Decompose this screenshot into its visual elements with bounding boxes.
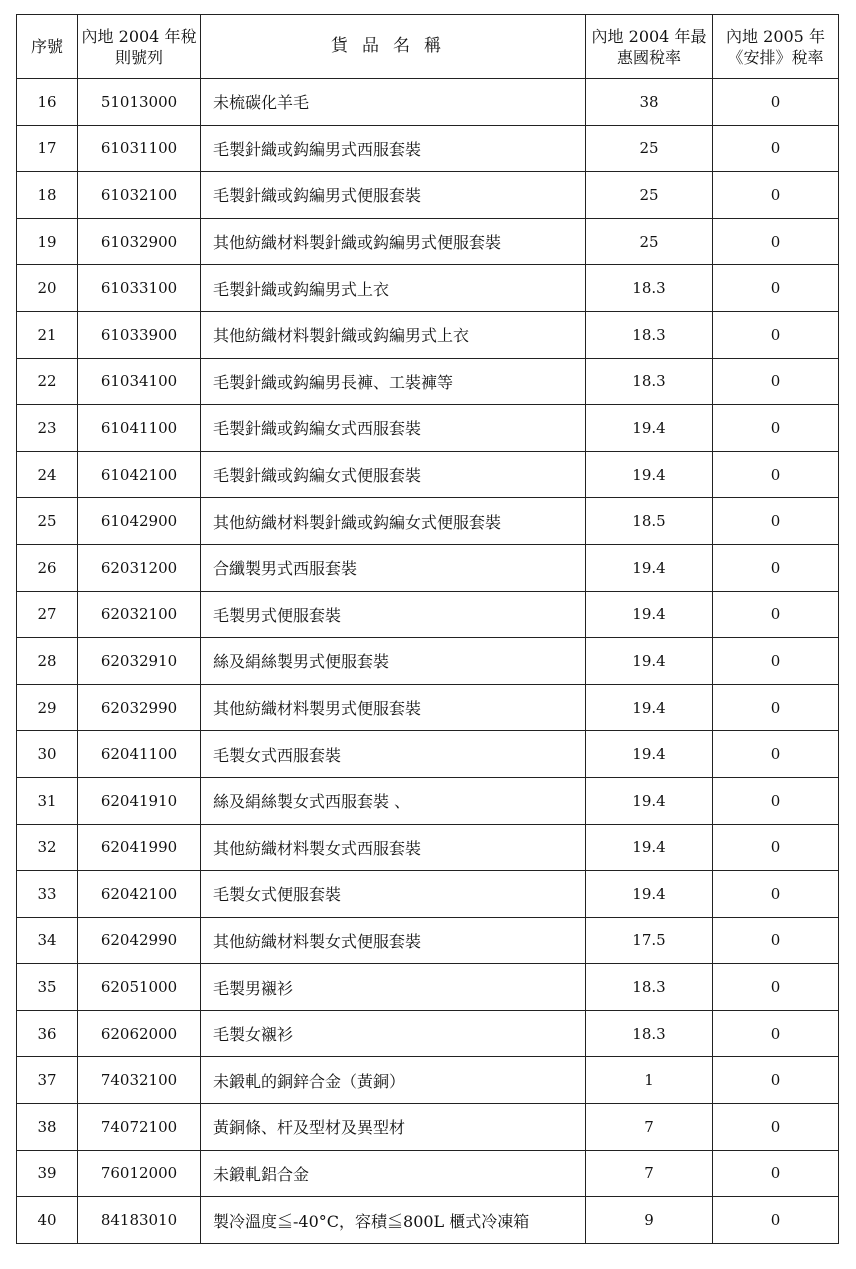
cell-cepa-rate: 0: [713, 1057, 839, 1104]
cell-mfn-rate: 38: [586, 79, 713, 126]
cell-cepa-rate: 0: [713, 405, 839, 452]
table-row: [17, 871, 839, 918]
table-row: [17, 172, 839, 219]
cell-tariff-code: 62051000: [78, 964, 201, 1011]
table-row: [17, 405, 839, 452]
cell-mfn-rate: 17.5: [586, 917, 713, 964]
cell-mfn-rate: 7: [586, 1150, 713, 1197]
cell-mfn-rate: 25: [586, 218, 713, 265]
cell-description: 黃銅條、杆及型材及異型材: [201, 1104, 586, 1151]
cell-cepa-rate: 0: [713, 824, 839, 871]
cell-seq: 25: [17, 498, 78, 545]
cell-cepa-rate: 0: [713, 591, 839, 638]
cell-mfn-rate: 18.3: [586, 358, 713, 405]
cell-cepa-rate: 0: [713, 964, 839, 1011]
cell-mfn-rate: 19.4: [586, 731, 713, 778]
cell-description: 其他紡織材料製針織或鈎編男式上衣: [201, 311, 586, 358]
cell-seq: 19: [17, 218, 78, 265]
cell-cepa-rate: 0: [713, 79, 839, 126]
cell-tariff-code: 62041990: [78, 824, 201, 871]
table-row: [17, 1197, 839, 1244]
cell-mfn-rate: 25: [586, 172, 713, 219]
cell-cepa-rate: 0: [713, 1197, 839, 1244]
header-cepa-line2: 《安排》稅率: [727, 47, 824, 67]
cell-mfn-rate: 25: [586, 125, 713, 172]
table-row: [17, 1150, 839, 1197]
table-row: [17, 731, 839, 778]
table-row: [17, 591, 839, 638]
table-row: [17, 824, 839, 871]
cell-mfn-rate: 7: [586, 1104, 713, 1151]
cell-mfn-rate: 19.4: [586, 591, 713, 638]
cell-description: 其他紡織材料製針織或鈎編女式便服套裝: [201, 498, 586, 545]
cell-cepa-rate: 0: [713, 1104, 839, 1151]
cell-tariff-code: 62041910: [78, 777, 201, 824]
cell-tariff-code: 61042100: [78, 451, 201, 498]
cell-description: 毛製女襯衫: [201, 1010, 586, 1057]
cell-tariff-code: 74072100: [78, 1104, 201, 1151]
cell-cepa-rate: 0: [713, 871, 839, 918]
table-row: [17, 1104, 839, 1151]
cell-mfn-rate: 18.5: [586, 498, 713, 545]
table-row: [17, 777, 839, 824]
cell-description: 絲及絹絲製男式便服套裝: [201, 638, 586, 685]
table-row: [17, 311, 839, 358]
cell-cepa-rate: 0: [713, 1150, 839, 1197]
cell-tariff-code: 62042100: [78, 871, 201, 918]
cell-mfn-rate: 19.4: [586, 544, 713, 591]
cell-seq: 17: [17, 125, 78, 172]
cell-description: 其他紡織材料製針織或鈎編男式便服套裝: [201, 218, 586, 265]
cell-mfn-rate: 18.3: [586, 265, 713, 312]
table-header: [17, 15, 839, 79]
cell-tariff-code: 61041100: [78, 405, 201, 452]
cell-description: 毛製女式便服套裝: [201, 871, 586, 918]
cell-seq: 26: [17, 544, 78, 591]
cell-seq: 22: [17, 358, 78, 405]
cell-seq: 30: [17, 731, 78, 778]
cell-seq: 39: [17, 1150, 78, 1197]
header-code-line2: 則號列: [114, 47, 163, 67]
cell-tariff-code: 51013000: [78, 79, 201, 126]
header-cepa-rate: [713, 15, 839, 79]
cell-description: 合纖製男式西服套裝: [201, 544, 586, 591]
cell-tariff-code: 61032100: [78, 172, 201, 219]
table-row: [17, 684, 839, 731]
cell-description: 毛製男式便服套裝: [201, 591, 586, 638]
header-code-line1: 內地 2004 年稅: [81, 26, 197, 46]
cell-tariff-code: 61033900: [78, 311, 201, 358]
cell-description: 其他紡織材料製女式西服套裝: [201, 824, 586, 871]
cell-cepa-rate: 0: [713, 125, 839, 172]
header-mfn-line2: 惠國稅率: [616, 47, 681, 67]
cell-seq: 18: [17, 172, 78, 219]
table-body: [17, 79, 839, 1244]
table-row: [17, 1010, 839, 1057]
cell-description: 毛製針織或鈎編男式便服套裝: [201, 172, 586, 219]
cell-cepa-rate: 0: [713, 451, 839, 498]
cell-tariff-code: 62062000: [78, 1010, 201, 1057]
table-row: [17, 964, 839, 1011]
cell-mfn-rate: 1: [586, 1057, 713, 1104]
table-row: [17, 125, 839, 172]
cell-tariff-code: 61031100: [78, 125, 201, 172]
cell-description: 未鍛軋的銅鋅合金（黃銅）: [201, 1057, 586, 1104]
cell-description: 未鍛軋鋁合金: [201, 1150, 586, 1197]
cell-cepa-rate: 0: [713, 638, 839, 685]
header-cepa-line1: 內地 2005 年: [726, 26, 825, 46]
cell-mfn-rate: 19.4: [586, 451, 713, 498]
cell-seq: 29: [17, 684, 78, 731]
cell-cepa-rate: 0: [713, 265, 839, 312]
cell-seq: 28: [17, 638, 78, 685]
cell-seq: 31: [17, 777, 78, 824]
cell-tariff-code: 62042990: [78, 917, 201, 964]
tariff-table: [16, 14, 839, 1244]
header-name: 貨品名稱: [201, 15, 586, 79]
table-row: [17, 79, 839, 126]
table-row: [17, 451, 839, 498]
cell-seq: 20: [17, 265, 78, 312]
cell-seq: 21: [17, 311, 78, 358]
cell-cepa-rate: 0: [713, 777, 839, 824]
cell-seq: 24: [17, 451, 78, 498]
cell-mfn-rate: 18.3: [586, 964, 713, 1011]
cell-mfn-rate: 19.4: [586, 405, 713, 452]
cell-tariff-code: 62041100: [78, 731, 201, 778]
cell-mfn-rate: 18.3: [586, 311, 713, 358]
cell-tariff-code: 61034100: [78, 358, 201, 405]
cell-seq: 36: [17, 1010, 78, 1057]
cell-mfn-rate: 9: [586, 1197, 713, 1244]
cell-description: 毛製針織或鈎編男式上衣: [201, 265, 586, 312]
cell-description: 毛製女式西服套裝: [201, 731, 586, 778]
cell-tariff-code: 61032900: [78, 218, 201, 265]
cell-description: 毛製針織或鈎編男式西服套裝: [201, 125, 586, 172]
cell-description: 絲及絹絲製女式西服套裝 、: [201, 777, 586, 824]
cell-cepa-rate: 0: [713, 172, 839, 219]
cell-cepa-rate: 0: [713, 358, 839, 405]
cell-seq: 32: [17, 824, 78, 871]
cell-seq: 34: [17, 917, 78, 964]
cell-cepa-rate: 0: [713, 544, 839, 591]
cell-description: 毛製針織或鈎編女式便服套裝: [201, 451, 586, 498]
cell-mfn-rate: 19.4: [586, 871, 713, 918]
table-row: [17, 498, 839, 545]
cell-mfn-rate: 19.4: [586, 824, 713, 871]
cell-mfn-rate: 19.4: [586, 777, 713, 824]
table-row: [17, 544, 839, 591]
cell-seq: 35: [17, 964, 78, 1011]
cell-description: 毛製針織或鈎編女式西服套裝: [201, 405, 586, 452]
cell-tariff-code: 84183010: [78, 1197, 201, 1244]
cell-description: 毛製男襯衫: [201, 964, 586, 1011]
table-row: [17, 358, 839, 405]
cell-tariff-code: 62032100: [78, 591, 201, 638]
table-row: [17, 638, 839, 685]
cell-cepa-rate: 0: [713, 218, 839, 265]
header-code: [78, 15, 201, 79]
cell-tariff-code: 74032100: [78, 1057, 201, 1104]
cell-seq: 38: [17, 1104, 78, 1151]
cell-tariff-code: 62032910: [78, 638, 201, 685]
cell-cepa-rate: 0: [713, 311, 839, 358]
cell-seq: 37: [17, 1057, 78, 1104]
cell-seq: 16: [17, 79, 78, 126]
table-row: [17, 1057, 839, 1104]
cell-tariff-code: 61042900: [78, 498, 201, 545]
cell-cepa-rate: 0: [713, 731, 839, 778]
table-row: [17, 917, 839, 964]
header-mfn-rate: [586, 15, 713, 79]
cell-seq: 40: [17, 1197, 78, 1244]
cell-cepa-rate: 0: [713, 684, 839, 731]
cell-description: 未梳碳化羊毛: [201, 79, 586, 126]
cell-tariff-code: 61033100: [78, 265, 201, 312]
cell-cepa-rate: 0: [713, 917, 839, 964]
cell-tariff-code: 76012000: [78, 1150, 201, 1197]
cell-description: 製冷溫度≦-40°C，容積≦800L 櫃式冷凍箱: [201, 1197, 586, 1244]
cell-tariff-code: 62032990: [78, 684, 201, 731]
cell-description: 毛製針織或鈎編男長褲、工裝褲等: [201, 358, 586, 405]
header-mfn-line1: 內地 2004 年最: [591, 26, 707, 46]
tariff-document: [16, 14, 838, 1244]
cell-mfn-rate: 19.4: [586, 684, 713, 731]
header-row: [17, 15, 839, 79]
cell-cepa-rate: 0: [713, 498, 839, 545]
cell-seq: 23: [17, 405, 78, 452]
cell-seq: 33: [17, 871, 78, 918]
cell-description: 其他紡織材料製男式便服套裝: [201, 684, 586, 731]
table-row: [17, 265, 839, 312]
cell-tariff-code: 62031200: [78, 544, 201, 591]
cell-description: 其他紡織材料製女式便服套裝: [201, 917, 586, 964]
cell-mfn-rate: 19.4: [586, 638, 713, 685]
table-row: [17, 218, 839, 265]
cell-mfn-rate: 18.3: [586, 1010, 713, 1057]
header-seq: 序號: [17, 15, 78, 79]
cell-cepa-rate: 0: [713, 1010, 839, 1057]
cell-seq: 27: [17, 591, 78, 638]
